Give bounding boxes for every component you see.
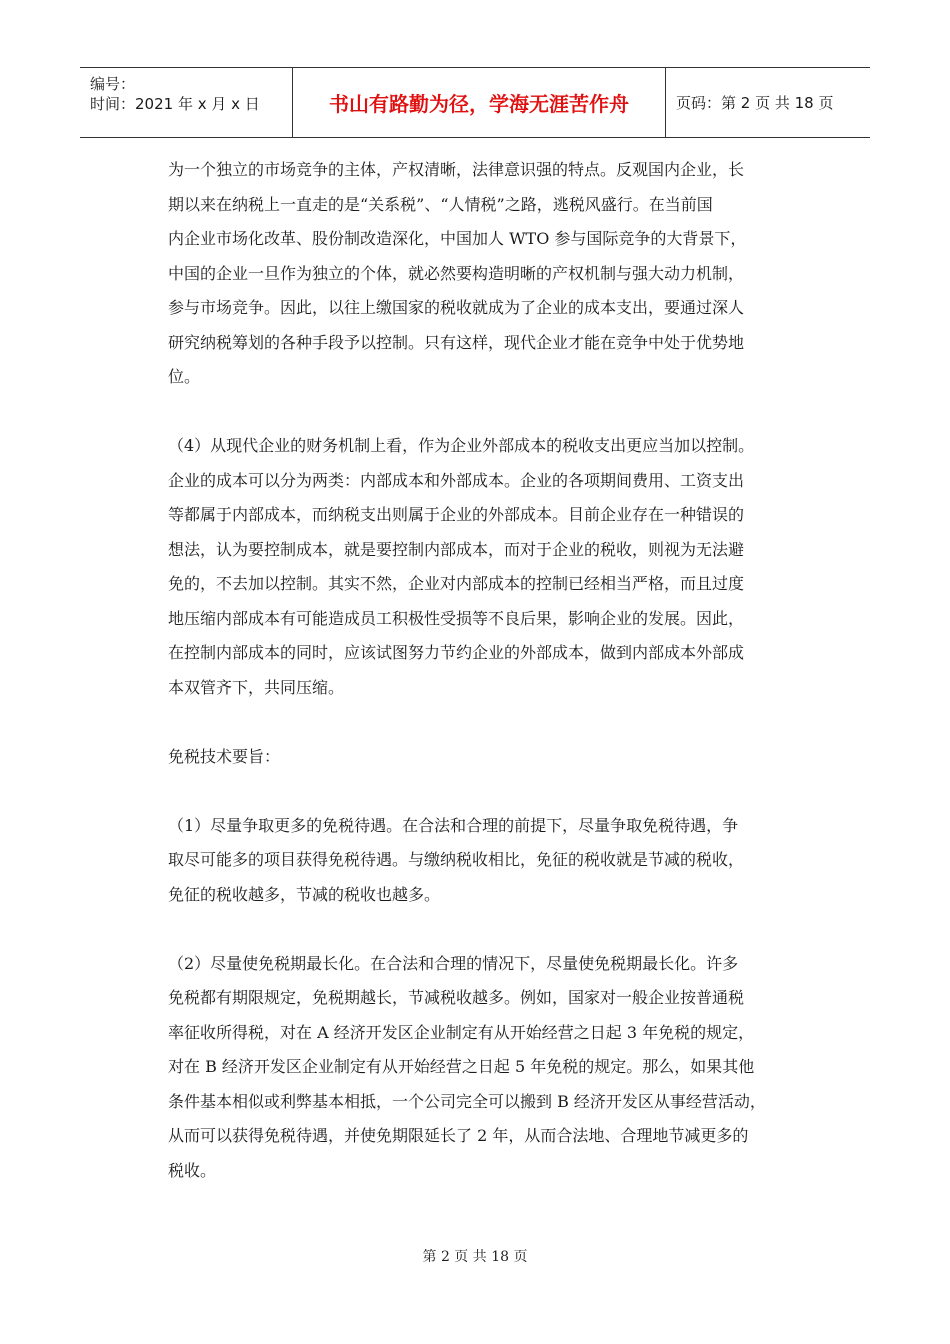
paragraph	[168, 153, 808, 395]
text-line: 地压缩内部成本有可能造成员工积极性受损等不良后果，影响企业的发展。因此，	[168, 608, 745, 628]
date-label: 时间：2021 年 x 月 x 日	[90, 95, 260, 113]
document-body	[168, 153, 808, 1188]
header-meta	[80, 68, 293, 137]
text-line: 等都属于内部成本，而纳税支出则属于企业的外部成本。目前企业存在一种错误的	[168, 505, 745, 524]
paragraph	[168, 809, 808, 913]
text-line: 位。	[168, 367, 201, 386]
text-line: 对在 B 经济开发区企业制定有从开始经营之日起 5 年免税的规定。那么，如果其他	[168, 1057, 755, 1076]
text-line: 企业的成本可以分为两类：内部成本和外部成本。企业的各项期间费用、工资支出	[168, 470, 745, 490]
text-line: 内企业市场化改革、股份制改造深化，中国加人 WTO 参与国际竞争的大背景下，	[168, 229, 747, 248]
text-line: 免征的税收越多，节减的税收也越多。	[168, 884, 441, 904]
header-motto: 书山有路勤为径，学海无涯苦作舟	[293, 68, 666, 137]
text-line: 从而可以获得免税待遇，并使免期限延长了 2 年，从而合法地、合理地节减更多的	[168, 1126, 749, 1145]
text-line: （1）尽量争取更多的免税待遇。在合法和合理的前提下，尽量争取免税待遇，争	[168, 815, 739, 835]
text-line: 想法，认为要控制成本，就是要控制内部成本，而对于企业的税收，则视为无法避	[168, 539, 745, 559]
page-header	[80, 67, 870, 138]
code-label: 编号：	[90, 75, 136, 93]
page-footer: 第 2 页 共 18 页	[422, 1249, 528, 1265]
text-line: 参与市场竞争。因此，以往上缴国家的税收就成为了企业的成本支出，要通过深人	[168, 298, 745, 317]
paragraph	[168, 429, 808, 705]
text-line: 为一个独立的市场竞争的主体，产权清晰，法律意识强的特点。反观国内企业，长	[168, 160, 745, 179]
text-line: 税收。	[168, 1160, 217, 1180]
text-line: 条件基本相似或利弊基本相抵，一个公司完全可以搬到 B 经济开发区从事经营活动，	[168, 1091, 766, 1111]
section-heading	[168, 740, 808, 775]
text-line: 取尽可能多的项目获得免税待遇。与缴纳税收相比，免征的税收就是节减的税收，	[168, 850, 745, 869]
text-line: 中国的企业一旦作为独立的个体，就必然要构造明晰的产权机制与强大动力机制，	[168, 263, 745, 283]
text-line: 研究纳税筹划的各种手段予以控制。只有这样，现代企业才能在竞争中处于优势地	[168, 332, 745, 352]
text-line: 本双管齐下，共同压缩。	[168, 677, 345, 697]
text-line: 免税技术要旨：	[168, 746, 281, 766]
text-line: 在控制内部成本的同时，应该试图努力节约企业的外部成本，做到内部成本外部成	[168, 643, 745, 662]
text-line: 免税都有期限规定，免税期越长，节减税收越多。例如，国家对一般企业按普通税	[168, 988, 745, 1007]
paragraph	[168, 947, 808, 1189]
text-line: （2）尽量使免税期最长化。在合法和合理的情况下，尽量使免税期最长化。许多	[168, 953, 739, 973]
text-line: 期以来在纳税上一直走的是“关系税”、“人情税”之路，逃税风盛行。在当前国	[168, 194, 713, 214]
text-line: 率征收所得税，对在 A 经济开发区企业制定有从开始经营之日起 3 年免税的规定，	[168, 1022, 755, 1042]
text-line: 免的，不去加以控制。其实不然，企业对内部成本的控制已经相当严格，而且过度	[168, 574, 745, 593]
text-line: （4）从现代企业的财务机制上看，作为企业外部成本的税收支出更应当加以控制。	[168, 436, 755, 455]
header-page-info: 页码：第 2 页 共 18 页	[676, 94, 834, 112]
